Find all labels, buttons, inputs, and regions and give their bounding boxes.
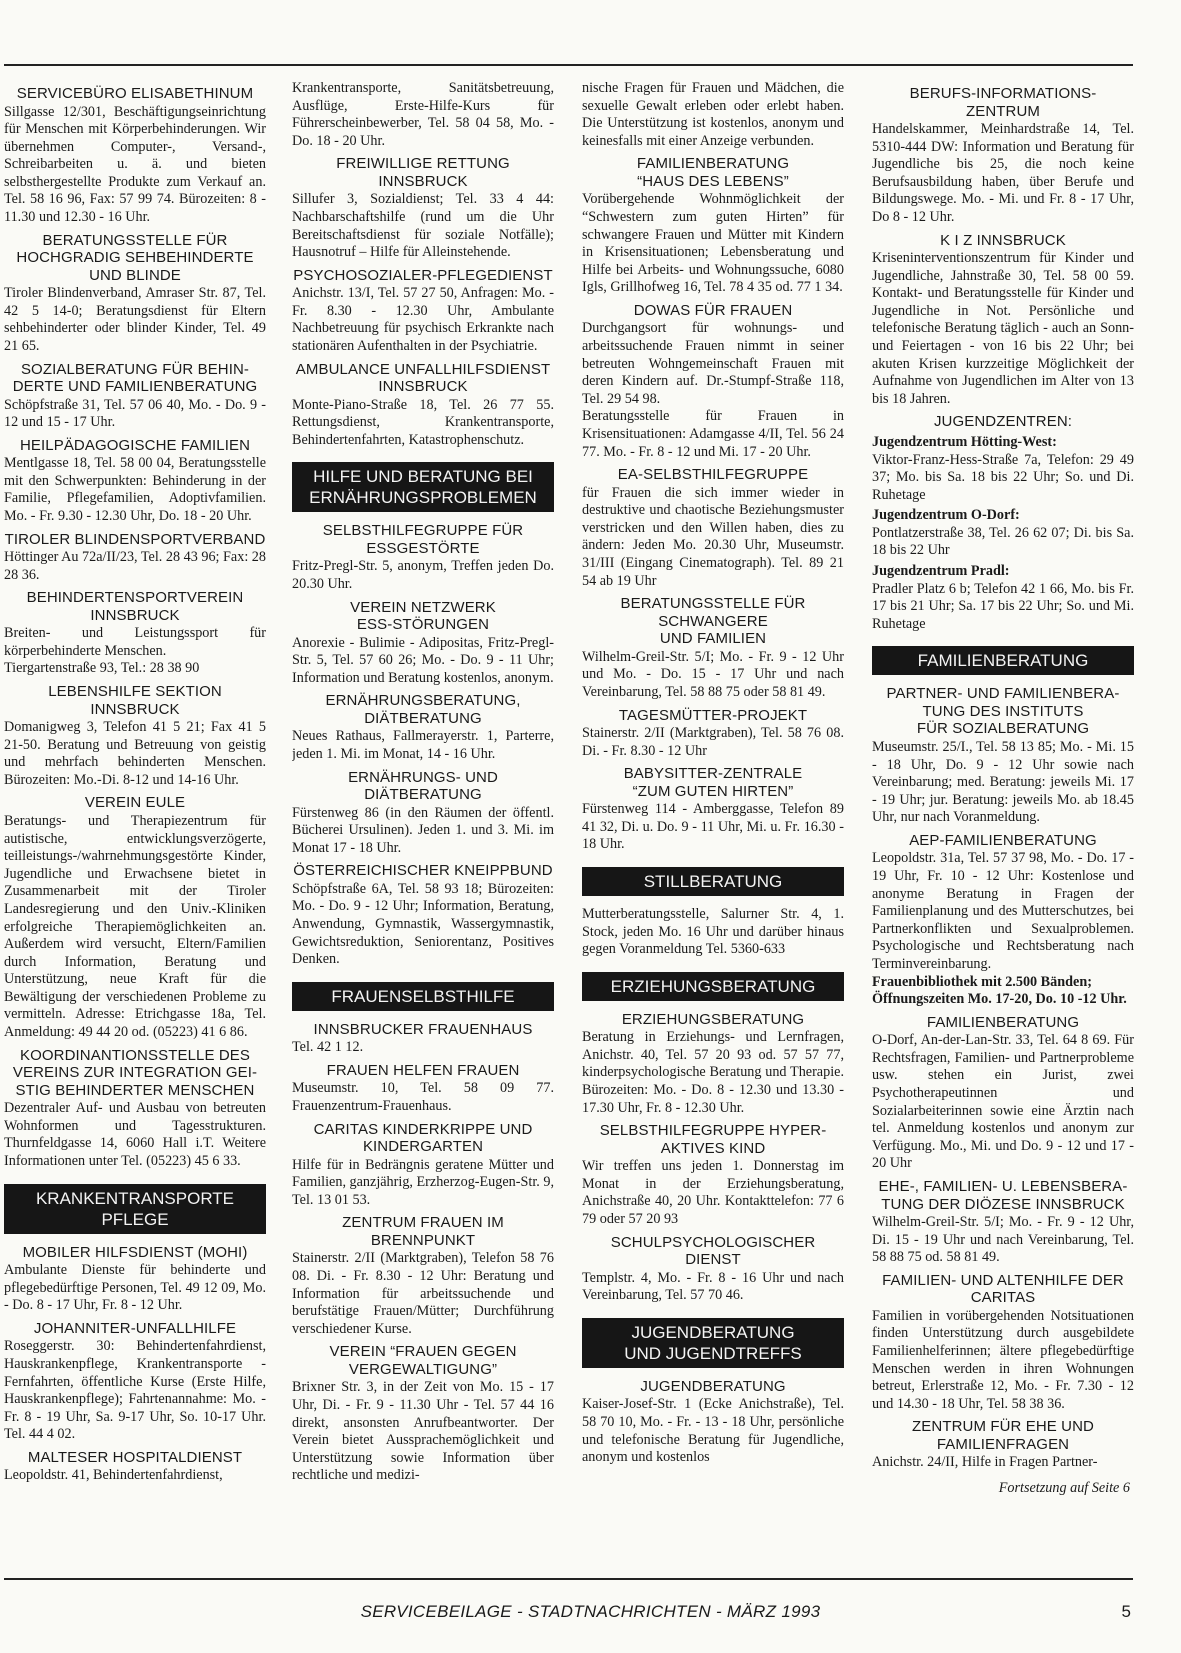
section-heading: PSYCHOSOZIALER-PFLEGEDIENST <box>293 266 553 284</box>
entry-text: Familien in vorübergehenden Notsituationen finden Unterstützung durch ausgebildete Familienhelferinnen; ältere pflegebedürftige Menschen werden in ihren Wohnungen betreut, Erlerstraße 12, Mo. - Fr. 7.30 - 12 und 14.30 - 18 Uhr, Tel. 58 38 36. <box>872 1307 1134 1412</box>
column-2 <box>292 80 554 1570</box>
entry-text: Templstr. 4, Mo. - Fr. 8 - 16 Uhr und nach Vereinbarung, Tel. 57 70 46. <box>582 1269 844 1304</box>
section-heading: TAGESMÜTTER-PROJEKT <box>618 706 808 724</box>
section-heading: LEBENSHILFE SEKTION INNSBRUCK <box>48 683 222 718</box>
section-heading: AEP-FAMILIENBERATUNG <box>909 831 1097 849</box>
continuation-note: Fortsetzung auf Seite 6 <box>998 1479 1130 1496</box>
section-heading: HEILPÄDAGOGISCHE FAMILIEN <box>19 436 251 454</box>
sub-heading: Jugendzentrum O-Dorf: <box>872 507 1020 524</box>
entry-text: Monte-Piano-Straße 18, Tel. 26 77 55. Rettungsdienst, Krankentransporte, Behindertenfahrten, Katastrophenschutz. <box>292 396 554 448</box>
entry-text: Durchgangsort für wohnungs- und arbeitssuchende Frauen nimmt in seiner betreuten Wohngemeinschaft Frauen mit deren Kindern auf. Dr.-Stumpf-Straße 118, Tel. 29 54 98. Beratungsstelle für Frauen in Krisensituationen: Adamgasse 4/II, Tel. 56 24 77. Mo. - Fr. 8 - 12 und Mi. 17 - 20 Uhr. <box>582 320 844 460</box>
entry-text: Dezentraler Auf- und Ausbau von betreuten Wohnformen und Tagesstrukturen. Thurnfeldgasse 14, 6060 Hall i.T. Weitere Informationen unter Tel. (05223) 45 6 33. <box>4 1100 266 1169</box>
entry-text: Ambulante Dienste für behinderte und pflegebedürftige Personen, Tel. 49 12 09, Mo. - Do. 8 - 17 Uhr, Fr. 8 - 12 Uhr. <box>4 1262 266 1314</box>
section-heading: EA-SELBSTHILFEGRUPPE <box>617 466 809 484</box>
category-banner: FAMILIENBERATUNG <box>872 646 1134 675</box>
category-banner: FRAUENSELBSTHILFE <box>292 982 554 1011</box>
section-heading: FRAUEN HELFEN FRAUEN <box>326 1061 520 1079</box>
section-heading: CARITAS KINDERKRIPPE UND KINDERGARTEN <box>313 1120 533 1156</box>
entry-text: Vorübergehende Wohnmöglichkeit der “Schwestern zum guten Hirten” für schwangere Frauen und Mütter mit Kindern in Krisensituationen; Lebensberatung und Hilfe bei Arbeits- und Wohnungssuche, 6080 Igls, Grillhofweg 16, Tel. 78 4 35 od. 77 1 34. <box>582 191 844 296</box>
entry-text: Wilhelm-Greil-Str. 5/I; Mo. - Fr. 9 - 12 Uhr, Di. 15 - 19 Uhr und nach Vereinbarung, Tel. 58 88 75 od. 58 81 49. <box>872 1214 1134 1266</box>
entry-text: Wir treffen uns jeden 1. Donnerstag im Monat in der Erziehungsberatung, Anichstraße 40, 20 Uhr. Kontakttelefon: 77 6 79 oder 57 20 93 <box>582 1158 844 1228</box>
category-banner: ERZIEHUNGSBERATUNG <box>582 972 844 1001</box>
section-heading: PARTNER- UND FAMILIENBERA- TUNG DES INSTITUTS FÜR SOZIALBERATUNG <box>886 685 1120 738</box>
section-heading: ERZIEHUNGSBERATUNG <box>621 1010 805 1028</box>
entry-text: Beratung in Erziehungs- und Lernfragen, Anichstr. 40, Tel. 57 20 93 od. 57 57 77, kinderpsychologische Beratung und Therapie. Bürozeiten: Mo. - Do. 8 - 12.30 und 13.30 - 17.30 Uhr, Fr. 8 - 12.30 Uhr. <box>582 1029 844 1116</box>
section-heading: SERVICEBÜRO ELISABETHINUM <box>16 85 254 102</box>
section-heading: TIROLER BLINDENSPORTVERBAND <box>4 530 266 548</box>
entry-text: O-Dorf, An-der-Lan-Str. 33, Tel. 64 8 69. Für Rechtsfragen, Familien- und Partnerprobleme usw. stehen ein Jurist, zwei Psychotherapeutinnen und Sozialarbeiterinnen sowie eine Ärztin nach tel. Anmeldung kostenlos und anonym zur Verfügung. Mo., Mi. und Do. 9 - 12 und 17 - 20 Uhr <box>872 1032 1134 1172</box>
entry-text: Kriseninterventionszentrum für Kinder und Jugendliche, Jahnstraße 30, Tel. 58 00 59. Kontakt- und Beratungsstelle für Kinder und Jugendliche in Not. Persönliche und telefonische Beratung täglich - auch an Sonn- und Feiertagen - von 16 bis 22 Uhr; bei akuten Krisen kurzzeitige Möglichkeit der Aufnahme von Jugendlichen im Alter von 13 bis 18 Jahren. <box>872 250 1134 407</box>
entry-text: Museumstr. 10, Tel. 58 09 77. Frauenzentrum-Frauenhaus. <box>292 1080 554 1114</box>
entry-text: Fritz-Pregl-Str. 5, anonym, Treffen jeden Do. 20.30 Uhr. <box>292 558 554 592</box>
section-heading: VEREIN NETZWERK ESS-STÖRUNGEN <box>350 598 496 634</box>
entry-text: Fürstenweg 86 (in den Räumen der öffentl. Bücherei Ursulinen). Jeden 1. und 3. Mi. im Monat 17 - 18 Uhr. <box>292 804 554 856</box>
section-heading: SCHULPSYCHOLOGISCHER DIENST <box>610 1233 816 1269</box>
section-heading: BERATUNGSSTELLE FÜR HOCHGRADIG SEHBEHINDERTE UND BLINDE <box>16 231 254 284</box>
entry-text: Sillgasse 12/301, Beschäftigungseinrichtung für Menschen mit Körperbehinderungen. Wir übernehmen Computer-, Versand-, Schreibarbeiten u. ä. und bieten selbsthergestellte Produkte zum Verkauf an. Tel. 58 16 96, Fax: 57 99 74. Bürozeiten: 8 - 11.30 und 12.30 - 16 Uhr. <box>4 103 266 226</box>
section-heading: FAMILIENBERATUNG “HAUS DES LEBENS” <box>636 155 790 190</box>
section-heading: EHE-, FAMILIEN- U. LEBENSBERA- TUNG DER DIÖZESE INNSBRUCK <box>878 1178 1128 1213</box>
entry-text: Kaiser-Josef-Str. 1 (Ecke Anichstraße), Tel. 58 70 10, Mo. - Fr. - 13 - 18 Uhr, persönliche und telefonische Beratung für Jugendliche, anonym und kostenlos <box>582 1396 844 1466</box>
category-banner: HILFE UND BERATUNG BEI ERNÄHRUNGSPROBLEMEN <box>292 462 554 512</box>
page-footer <box>0 1597 1181 1627</box>
entry-text: Pontlatzerstraße 38, Tel. 26 62 07; Di. bis Sa. 18 bis 22 Uhr <box>872 524 1134 559</box>
section-heading: JUGENDBERATUNG <box>640 1377 786 1395</box>
entry-text: Handelskammer, Meinhardstraße 14, Tel. 5310-444 DW: Information und Beratung für Jugendliche bis 25, die noch keine Berufsausbildung haben, über Berufe und Bildungswege. Mo. - Mi. und Fr. 8 - 17 Uhr, Do 8 - 12 Uhr. <box>872 121 1134 225</box>
section-heading: SOZIALBERATUNG FÜR BEHIN- DERTE UND FAMILIENBERATUNG <box>12 360 258 396</box>
entry-text: Anorexie - Bulimie - Adipositas, Fritz-Pregl-Str. 5, Tel. 57 60 26; Mo. - Do. 9 - 11 Uhr; Information und Beratung kostenlos, anonym. <box>292 634 554 686</box>
page-number: 5 <box>1121 1602 1131 1621</box>
entry-text: Brixner Str. 3, in der Zeit von Mo. 15 - 17 Uhr, Di. - Fr. 9 - 11.30 Uhr - Tel. 57 44 16 direkt, ansonsten Anrufbeantworter. Der Verein bietet Aussprachemöglichkeit und Unterstützung sowie Information über rechtliche und medizi- <box>292 1379 554 1484</box>
entry-text: Tiroler Blindenverband, Amraser Str. 87, Tel. 42 5 14-0; Beratungsdienst für Eltern sehbehinderter oder blinder Kinder, Tel. 49 21 65. <box>4 285 266 354</box>
category-banner: STILLBERATUNG <box>582 867 844 896</box>
section-heading: AMBULANCE UNFALLHILFSDIENST INNSBRUCK <box>295 360 551 396</box>
entry-text: Leopoldstr. 41, Behindertenfahrdienst, <box>4 1467 223 1484</box>
entry-text: Stainerstr. 2/II (Marktgraben), Telefon 58 76 08. Di. - Fr. 8.30 - 12 Uhr: Beratung und Information für arbeitssuchende und berufstätige Frauen/Mütter; Durchführung verschiedener Kurse. <box>292 1250 554 1337</box>
bold-note: Frauenbibliothek mit 2.500 Bänden; Öffnungszeiten Mo. 17-20, Do. 10 -12 Uhr. <box>872 973 1127 1008</box>
sub-heading: Jugendzentrum Hötting-West: <box>872 433 1057 450</box>
section-heading: JOHANNITER-UNFALLHILFE <box>33 1319 237 1337</box>
entry-text: nische Fragen für Frauen und Mädchen, die sexuelle Gewalt erleben oder erlebt haben. Die Unterstützung ist kostenlos, anonym und keinesfalls mit einer Anzeige verbunden. <box>582 80 844 149</box>
top-rule <box>4 64 1133 66</box>
section-heading: FAMILIENBERATUNG <box>926 1013 1080 1031</box>
entry-text: Höttinger Au 72a/II/23, Tel. 28 43 96; Fax: 28 28 36. <box>4 549 266 583</box>
entry-text: Roseggerstr. 30: Behindertenfahrdienst, Hauskrankenpflege, Krankentransporte - Fernfahrten, öffentliche Kurse (Erste Hilfe, Hauskrankenpflege); Fahrtenannahme: Mo. - Fr. 8 - 19 Uhr, Sa. 9-17 Uhr, So. 10-17 Uhr. Tel. 44 4 02. <box>4 1338 266 1443</box>
entry-text: Viktor-Franz-Hess-Straße 7a, Telefon: 29 49 37; Mo. bis Sa. 18 bis 22 Uhr; So. und Di. Ruhetage <box>872 451 1134 503</box>
section-heading: ZENTRUM FRAUEN IM BRENNPUNKT <box>342 1214 504 1249</box>
entry-text: Krankentransporte, Sanitätsbetreuung, Ausflüge, Erste-Hilfe-Kurs für Führerscheinbewerber, Tel. 58 04 58, Mo. - Do. 18 - 20 Uhr. <box>292 80 554 149</box>
category-banner: JUGENDBERATUNG UND JUGENDTREFFS <box>582 1318 844 1368</box>
section-heading: BERATUNGSSTELLE FÜR SCHWANGERE UND FAMILIEN <box>620 595 806 648</box>
section-heading: BERUFS-INFORMATIONS- ZENTRUM <box>909 85 1097 120</box>
entry-text: Wilhelm-Greil-Str. 5/I; Mo. - Fr. 9 - 12 Uhr und Mo. - Do. 15 - 17 Uhr und nach Vereinbarung, Tel. 58 88 75 oder 58 81 49. <box>582 648 844 700</box>
entry-text: Anichstr. 24/II, Hilfe in Fragen Partner- <box>872 1454 1098 1471</box>
entry-text: für Frauen die sich immer wieder in destruktive und chaotische Beziehungsmuster verstricken und den Willen haben, dies zu ändern: Jeden Mo. 20.30 Uhr, Museumstr. 31/III (Eingang Cinematograph). Tel. 89 21 54 ab 19 Uhr <box>582 484 844 589</box>
entry-text: Domanigweg 3, Telefon 41 5 21; Fax 41 5 21-50. Beratung und Betreuung von geistig und mehrfach behinderten Menschen. Bürozeiten: Mo.-Di. 8-12 und 14-16 Uhr. <box>4 719 266 788</box>
entry-text: Anichstr. 13/I, Tel. 57 27 50, Anfragen: Mo. - Fr. 8.30 - 12.30 Uhr, Ambulante Nachbetreuung für psychisch Erkrankte nach stationären Aufenthalten in der Psychiatrie. <box>292 285 554 355</box>
entry-text: Fürstenweg 114 - Amberggasse, Telefon 89 41 32, Di. u. Do. 9 - 11 Uhr, Mi. u. Fr. 16.30 - 18 Uhr. <box>582 801 844 853</box>
section-heading: BABYSITTER-ZENTRALE “ZUM GUTEN HIRTEN” <box>623 765 803 800</box>
section-heading: MOBILER HILFSDIENST (MOHI) <box>22 1243 248 1261</box>
section-heading: SELBSTHILFEGRUPPE FÜR ESSGESTÖRTE <box>322 522 524 557</box>
section-heading: DOWAS FÜR FRAUEN <box>633 301 793 319</box>
section-heading: MALTESER HOSPITALDIENST <box>27 1448 243 1466</box>
section-heading: SELBSTHILFEGRUPPE HYPER- AKTIVES KIND <box>599 1122 827 1157</box>
entry-text: Schöpfstraße 6A, Tel. 58 93 18; Bürozeiten: Mo. - Do. 9 - 12 Uhr; Information, Beratung, Anwendung, Gymnastik, Wassergymnastik, Gewichtsreduktion, Seniorentanz, Positives Denken. <box>292 880 554 968</box>
column-1 <box>4 80 266 1570</box>
entry-text: Sillufer 3, Sozialdienst; Tel. 33 4 44: Nachbarschaftshilfe (rund um die Uhr Bereitschaftsdienst für soziale Notfälle); Hausnotruf – Hilfe für Alleinstehende. <box>292 191 554 261</box>
column-4 <box>872 80 1134 1570</box>
section-heading: ZENTRUM FÜR EHE UND FAMILIENFRAGEN <box>912 1418 1094 1453</box>
footer-title: SERVICEBEILAGE - STADTNACHRICHTEN - MÄRZ 1993 <box>360 1602 821 1621</box>
entry-text: Schöpfstraße 31, Tel. 57 06 40, Mo. - Do. 9 - 12 und 15 - 17 Uhr. <box>4 396 266 431</box>
section-heading: ÖSTERREICHISCHER KNEIPPBUND <box>293 862 553 880</box>
entry-text: Leopoldstr. 31a, Tel. 57 37 98, Mo. - Do. 17 - 19 Uhr, Fr. 10 - 12 Uhr: Kostenlose und anonyme Beratung in Fragen der Familienplanung und des Mutterschutzes, bei Partnerkonflikten und Sexualproblemen. Psychologische und Rechtsberatung nach Terminvereinbarung. <box>872 850 1134 972</box>
entry-text: Tel. 42 1 12. <box>292 1039 364 1056</box>
entry-text: Breiten- und Leistungssport für körperbehinderte Menschen. Tiergartenstraße 93, Tel.: 28 38 90 <box>4 625 266 677</box>
entry-text: Beratungs- und Therapiezentrum für autistische, entwicklungsverzögerte, teilleistungs-/wahrnehmungsgestörte Kinder, Jugendliche und Erwachsene bietet in Zusammenarbeit mit der Tiroler Landesregierung und den Univ.-Kliniken erfolgreiche Therapiemöglichkeiten an. Außerdem wird versucht, Eltern/Familien durch Information, Beratung und Unterstützung, neue Kraft für die Bewältigung der verschiedenen Probleme zu vermitteln. Adresse: Etrichgasse 18a, Tel. Anmeldung: 49 44 20 od. (05223) 41 6 86. <box>4 812 266 1041</box>
section-heading: FREIWILLIGE RETTUNG INNSBRUCK <box>336 155 510 190</box>
entry-text: Neues Rathaus, Fallmerayerstr. 1, Parterre, jeden 1. Mi. im Monat, 14 - 16 Uhr. <box>292 728 554 762</box>
section-heading: JUGENDZENTREN: <box>933 413 1073 431</box>
entry-text: Stainerstr. 2/II (Marktgraben), Tel. 58 76 08. Di. - Fr. 8.30 - 12 Uhr <box>582 725 844 759</box>
section-heading: ERNÄHRUNGS- UND DIÄTBERATUNG <box>348 768 498 804</box>
category-banner: KRANKENTRANSPORTE PFLEGE <box>4 1184 266 1234</box>
section-heading: KOORDINANTIONSSTELLE DES VEREINS ZUR INTEGRATION GEI- STIG BEHINDERTER MENSCHEN <box>12 1046 258 1099</box>
section-heading: INNSBRUCKER FRAUENHAUS <box>313 1020 533 1038</box>
section-heading: BEHINDERTENSPORTVEREIN INNSBRUCK <box>26 589 244 624</box>
section-heading: VEREIN “FRAUEN GEGEN VERGEWALTIGUNG” <box>329 1343 517 1378</box>
entry-text: Pradler Platz 6 b; Telefon 42 1 66, Mo. bis Fr. 17 bis 21 Uhr; Sa. 17 bis 22 Uhr; So. und Mi. Ruhetage <box>872 580 1134 632</box>
article-columns <box>4 80 1136 1570</box>
section-heading: K I Z INNSBRUCK <box>940 231 1066 249</box>
bottom-rule <box>4 1578 1133 1580</box>
entry-text: Museumstr. 25/I., Tel. 58 13 85; Mo. - Mi. 15 - 18 Uhr, Do. 9 - 12 Uhr sowie nach Vereinbarung; med. Beratung: jeweils Mi. 17 - 19 Uhr; jur. Beratung: jeweils Mo. ab 18.45 Uhr, nur nach Voranmeldung. <box>872 738 1134 826</box>
section-heading: FAMILIEN- UND ALTENHILFE DER CARITAS <box>882 1271 1124 1307</box>
section-heading: VEREIN EULE <box>84 794 186 812</box>
column-3 <box>582 80 844 1570</box>
entry-text: Hilfe für in Bedrängnis geratene Mütter und Familien, ganzjährig, Erzherzog-Eugen-Str. 9, Tel. 13 01 53. <box>292 1156 554 1208</box>
section-heading: ERNÄHRUNGSBERATUNG, DIÄTBERATUNG <box>325 692 521 727</box>
entry-text: Mentlgasse 18, Tel. 58 00 04, Beratungsstelle mit den Schwerpunkten: Behinderung in der Familie, Pflegefamilien, Adoptivfamilien. Mo. - Fr. 9.30 - 12.30 Uhr, Do. 18 - 20 Uhr. <box>4 455 266 524</box>
entry-text: Mutterberatungsstelle, Salurner Str. 4, 1. Stock, jeden Mo. 16 Uhr und darüber hinaus gegen Voranmeldung Tel. 5360-633 <box>582 906 844 958</box>
sub-heading: Jugendzentrum Pradl: <box>872 563 1010 580</box>
